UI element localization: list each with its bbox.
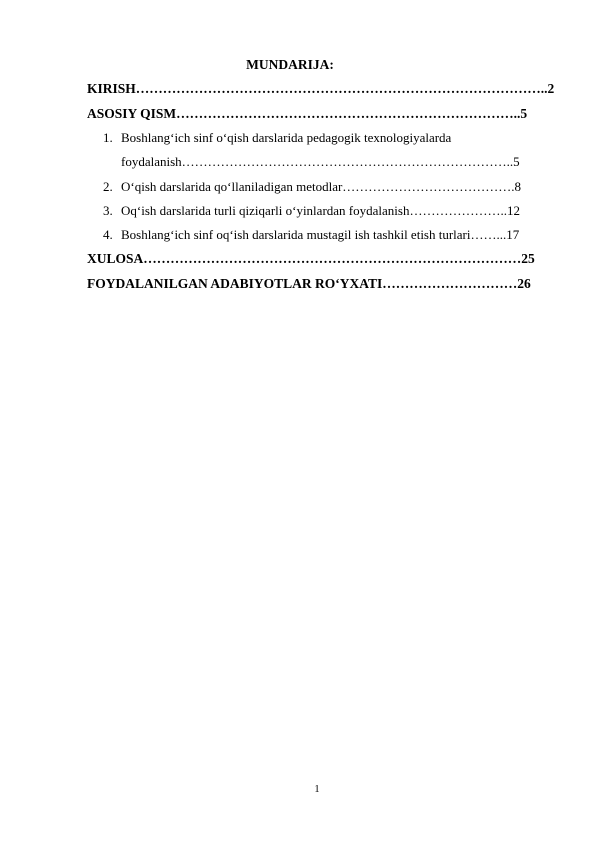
toc-entry-asosiy-qism: ASOSIY QISM…………………………………………………………………..5 <box>87 106 528 121</box>
toc-entry-xulosa: XULOSA…………………………………………………………………………25 <box>87 251 535 266</box>
toc-item-number-2: 2. <box>103 179 113 194</box>
toc-entry-4: Boshlang‘ich sinf oq‘ish darslarida mustagil ish tashkil etish turlari……...17 <box>121 227 520 242</box>
toc-title: MUNDARIJA: <box>246 57 334 72</box>
toc-entry-3: Oq‘ish darslarida turli qiziqarli o‘yinlardan foydalanish…………………..12 <box>121 203 520 218</box>
toc-item-number-1: 1. <box>103 130 113 145</box>
toc-entry-1-line2: foydalanish…………………………………………………………………..5 <box>121 154 520 169</box>
toc-entry-kirish: KIRISH………………………………………………………………………………..2 <box>87 81 555 96</box>
toc-entry-adabiyotlar: FOYDALANILGAN ADABIYOTLAR RO‘YXATI…………………………26 <box>87 276 531 291</box>
toc-item-number-4: 4. <box>103 227 113 242</box>
toc-entry-2: O‘qish darslarida qo‘llaniladigan metodlar………………………………….8 <box>121 179 522 194</box>
page-number: 1 <box>314 784 320 795</box>
toc-item-number-3: 3. <box>103 203 113 218</box>
toc-entry-1-line1: Boshlang‘ich sinf o‘qish darslarida pedagogik texnologiyalarda <box>121 130 452 145</box>
